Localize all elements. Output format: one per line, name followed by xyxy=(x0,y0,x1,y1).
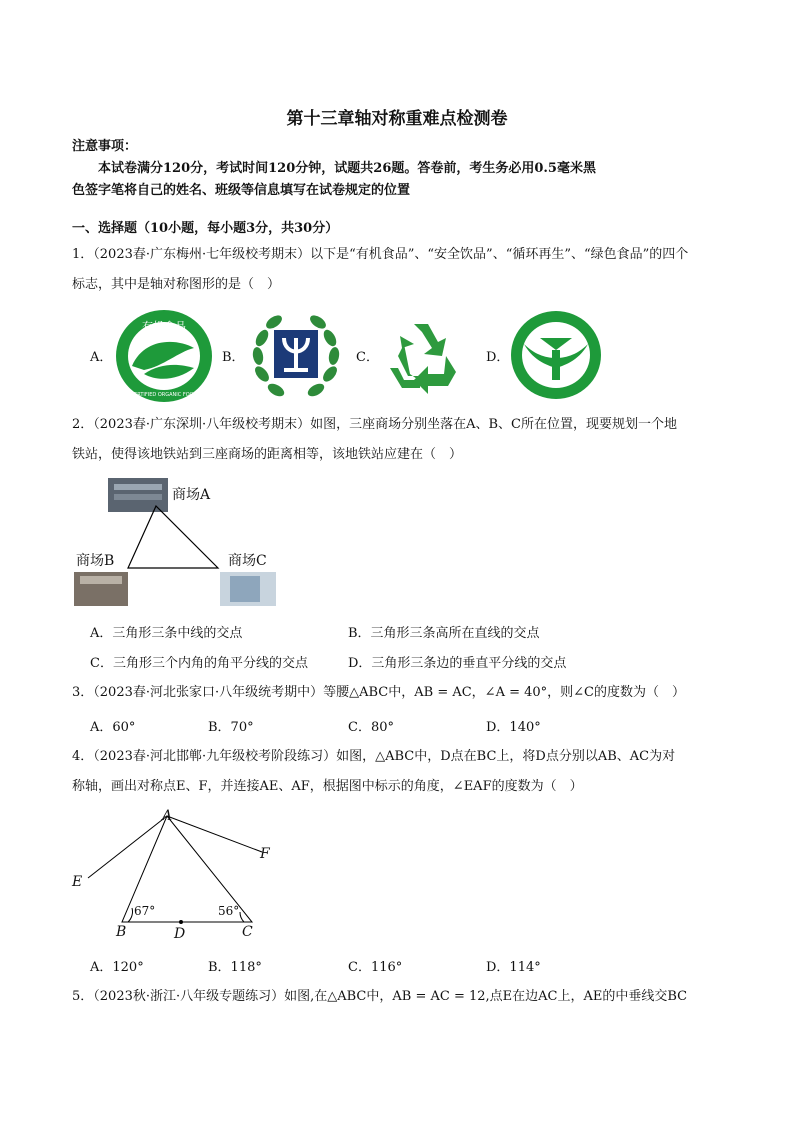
q2-option-b: B．三角形三条高所在直线的交点 xyxy=(348,626,540,641)
q4-option-b: B．118° xyxy=(208,960,262,975)
q3-line-1: 3．（2023春·河北张家口·八年级统考期中）等腰△ABC中，AB = AC，∠A = 40°，则∠C的度数为（ ） xyxy=(72,685,685,700)
q2-option-d: D．三角形三条边的垂直平分线的交点 xyxy=(348,656,567,671)
q3-option-a: A．60° xyxy=(90,720,136,735)
label-point-a: A xyxy=(162,808,173,824)
q1-option-c-label: C． xyxy=(356,350,379,365)
safe-drink-logo xyxy=(244,306,348,406)
q3-option-d: D．140° xyxy=(486,720,541,735)
notice-line-2: 色签字笔将自己的姓名、班级等信息填写在试卷规定的位置 xyxy=(72,183,411,198)
organic-logo-text: 有机食品 xyxy=(142,320,186,333)
q4-option-d: D．114° xyxy=(486,960,541,975)
q4-option-c: C．116° xyxy=(348,960,403,975)
q4-option-a: A．120° xyxy=(90,960,144,975)
q1-line-2: 标志，其中是轴对称图形的是（ ） xyxy=(72,277,281,292)
green-food-logo xyxy=(510,310,602,400)
recycle-logo xyxy=(384,314,470,398)
label-mall-a: 商场A xyxy=(172,487,211,503)
label-point-e: E xyxy=(72,874,83,890)
q1-option-d-label: D． xyxy=(486,350,510,365)
q3-option-b: B．70° xyxy=(208,720,254,735)
section-heading-choice: 一、选择题（10小题，每小题3分，共30分） xyxy=(72,221,339,236)
notice-heading: 注意事项： xyxy=(72,139,138,154)
label-mall-b: 商场B xyxy=(76,553,115,569)
label-point-f: F xyxy=(260,846,270,862)
triangle-abc xyxy=(128,506,218,568)
label-mall-c: 商场C xyxy=(228,553,267,569)
notice-line-1: 本试卷满分120分，考试时间120分钟，试题共26题。答卷前，考生务必用0.5毫米黑 xyxy=(98,161,596,176)
organic-logo-ring-text: CERTIFIED ORGANIC FOOD xyxy=(130,392,198,398)
label-angle-c: 56° xyxy=(218,904,240,918)
q1-option-a-label: A． xyxy=(90,350,113,365)
q3-option-c: C．80° xyxy=(348,720,394,735)
label-angle-b: 67° xyxy=(134,904,156,918)
q5-line-1: 5．（2023秋·浙江·八年级专题练习）如图,在△ABC中，AB = AC = 12,点E在边AC上，AE的中垂线交BC xyxy=(72,989,688,1004)
q2-line-1: 2．（2023春·广东深圳·八年级校考期末）如图，三座商场分别坐落在A、B、C所在位置，现要规划一个地 xyxy=(72,417,678,432)
q1-line-1: 1．（2023春·广东梅州·七年级校考期末）以下是“有机食品”、“安全饮品”、“循环再生”、“绿色食品”的四个 xyxy=(72,247,689,262)
organic-food-logo xyxy=(114,308,214,404)
label-point-d: D xyxy=(174,926,186,942)
q2-option-c: C．三角形三个内角的角平分线的交点 xyxy=(90,656,308,671)
label-point-c: C xyxy=(242,924,253,940)
q4-line-1: 4．（2023春·河北邯郸·九年级校考阶段练习）如图，△ABC中，D点在BC上，将D点分别以AB、AC为对 xyxy=(72,749,676,764)
q4-figure xyxy=(80,812,280,932)
q2-line-2: 铁站，使得该地铁站到三座商场的距离相等，该地铁站应建在（ ） xyxy=(72,447,463,462)
q1-option-b-label: B． xyxy=(222,350,245,365)
page-title: 第十三章轴对称重难点检测卷 xyxy=(286,109,508,129)
q2-option-a: A．三角形三条中线的交点 xyxy=(90,626,243,641)
label-point-b: B xyxy=(116,924,127,940)
q4-line-2: 称轴，画出对称点E、F，并连接AE、AF，根据图中标示的角度，∠EAF的度数为（ ） xyxy=(72,779,583,794)
